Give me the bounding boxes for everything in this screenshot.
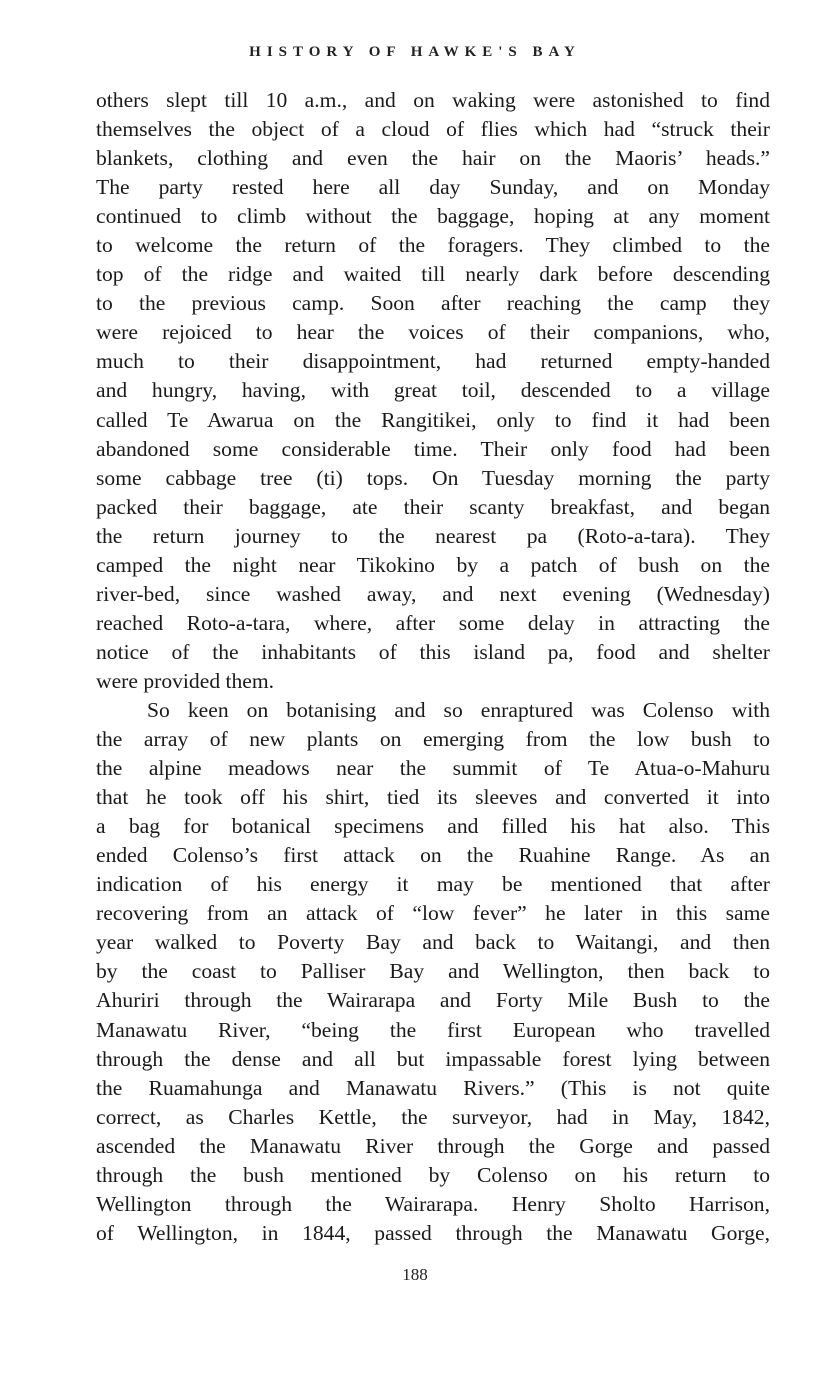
text-line: correct, as Charles Kettle, the surveyor, had in May, 1842,	[96, 1104, 770, 1129]
text-line: ended Colenso’s first attack on the Ruahine Range. As an	[96, 843, 770, 868]
text-line: Ahuriri through the Wairarapa and Forty Mile Bush to the	[96, 988, 770, 1013]
text-line: and hungry, having, with great toil, descended to a village	[96, 378, 770, 403]
text-line: So keen on botanising and so enraptured was Colenso with	[147, 697, 770, 722]
body-text	[96, 86, 770, 1248]
text-line: others slept till 10 a.m., and on waking were astonished to find	[96, 88, 770, 112]
text-line: that he took off his shirt, tied its sleeves and converted it into	[96, 785, 770, 810]
text-line: called Te Awarua on the Rangitikei, only to find it had been	[96, 407, 770, 432]
text-line: the Ruamahunga and Manawatu Rivers.” (This is not quite	[96, 1075, 770, 1100]
page-number: 188	[402, 1265, 428, 1284]
text-line: reached Roto-a-tara, where, after some delay in attracting the	[96, 610, 770, 635]
text-line: the alpine meadows near the summit of Te Atua-o-Mahuru	[96, 756, 770, 781]
text-line: the return journey to the nearest pa (Roto-a-tara). They	[96, 523, 770, 548]
text-line: were rejoiced to hear the voices of their companions, who,	[96, 320, 770, 345]
text-line: abandoned some considerable time. Their only food had been	[96, 436, 770, 461]
text-line: to welcome the return of the foragers. They climbed to the	[96, 233, 770, 258]
text-line: of Wellington, in 1844, passed through the Manawatu Gorge,	[96, 1220, 770, 1245]
text-line: some cabbage tree (ti) tops. On Tuesday morning the party	[96, 465, 770, 490]
text-line: to the previous camp. Soon after reaching the camp they	[96, 291, 770, 316]
text-line: ascended the Manawatu River through the Gorge and passed	[96, 1133, 770, 1158]
text-line: indication of his energy it may be mentioned that after	[96, 872, 770, 897]
paragraph-2	[96, 696, 770, 1248]
text-line: by the coast to Palliser Bay and Wellington, then back to	[96, 959, 770, 984]
text-line: through the bush mentioned by Colenso on his return to	[96, 1162, 770, 1187]
running-head: HISTORY OF HAWKE'S BAY	[249, 44, 581, 60]
text-line: blankets, clothing and even the hair on the Maoris’ heads.”	[96, 146, 770, 171]
paragraph-1	[96, 86, 770, 696]
text-line: themselves the object of a cloud of flies which had “struck their	[96, 117, 770, 142]
text-line: continued to climb without the baggage, hoping at any moment	[96, 204, 770, 229]
text-line: recovering from an attack of “low fever” he later in this same	[96, 901, 770, 926]
text-line: river-bed, since washed away, and next evening (Wednesday)	[96, 581, 770, 606]
text-line: Wellington through the Wairarapa. Henry Sholto Harrison,	[96, 1191, 770, 1216]
text-line: year walked to Poverty Bay and back to Waitangi, and then	[96, 930, 770, 955]
text-line: camped the night near Tikokino by a patch of bush on the	[96, 552, 770, 577]
text-line: notice of the inhabitants of this island pa, food and shelter	[96, 639, 770, 664]
text-line: packed their baggage, ate their scanty breakfast, and began	[96, 494, 770, 519]
text-line: top of the ridge and waited till nearly dark before descending	[96, 262, 770, 287]
text-line: were provided them.	[96, 668, 275, 693]
text-line: a bag for botanical specimens and filled his hat also. This	[96, 814, 770, 839]
text-line: much to their disappointment, had returned empty-handed	[96, 349, 770, 374]
text-line: Manawatu River, “being the first European who travelled	[96, 1017, 770, 1042]
text-line: through the dense and all but impassable forest lying between	[96, 1046, 770, 1071]
text-line: the array of new plants on emerging from the low bush to	[96, 727, 770, 752]
text-line: The party rested here all day Sunday, and on Monday	[96, 175, 770, 200]
